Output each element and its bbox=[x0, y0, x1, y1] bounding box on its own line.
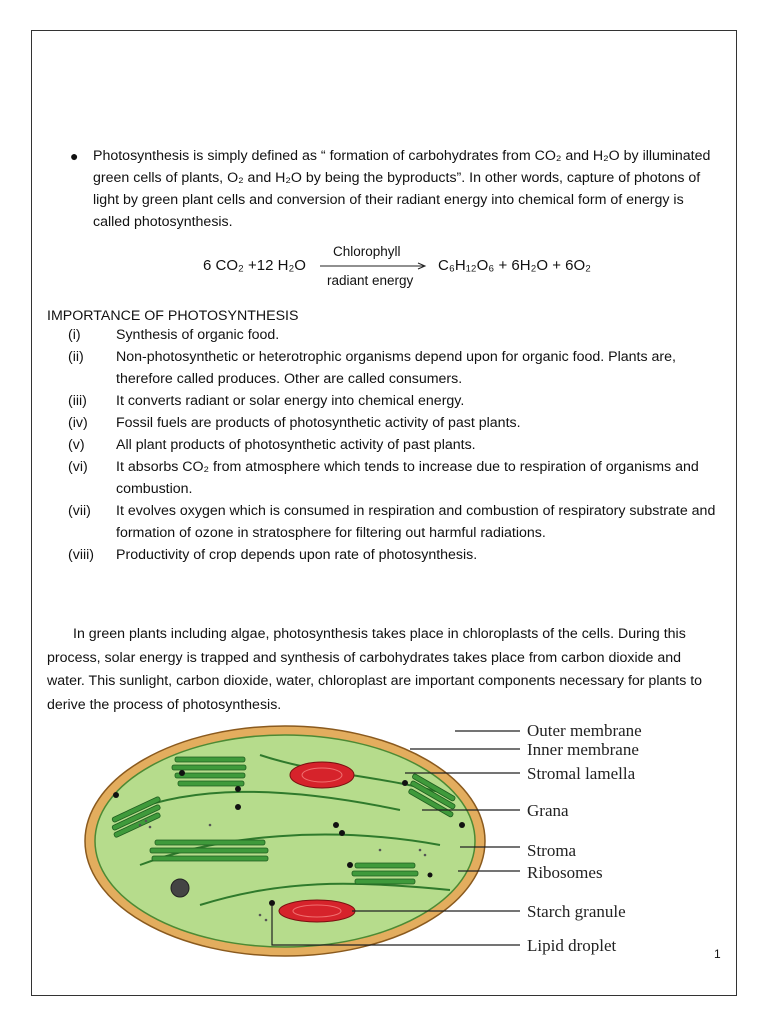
label-stromal-lamella: Stromal lamella bbox=[527, 764, 636, 783]
label-starch-granule: Starch granule bbox=[527, 902, 626, 921]
label-ribosomes: Ribosomes bbox=[527, 863, 603, 882]
list-item-text: Synthesis of organic food. bbox=[116, 327, 280, 343]
list-item-number: (v) bbox=[68, 437, 85, 453]
list-item-text: Non-photosynthetic or heterotrophic organisms depend upon for organic food. Plants are, therefore called produces. Other are called consumers. bbox=[116, 349, 676, 387]
list-item-number: (vi) bbox=[68, 459, 88, 475]
definition-bullet bbox=[70, 145, 720, 233]
list-item-number: (ii) bbox=[68, 349, 84, 365]
list-item-number: (vii) bbox=[68, 503, 91, 519]
importance-list bbox=[68, 324, 728, 566]
label-outer-membrane: Outer membrane bbox=[527, 721, 642, 740]
equation-catalyst: Chlorophyll bbox=[333, 244, 401, 259]
list-item-number: (iii) bbox=[68, 393, 87, 409]
photosynthesis-equation bbox=[203, 244, 623, 292]
list-item-number: (iv) bbox=[68, 415, 88, 431]
label-lipid-droplet: Lipid droplet bbox=[527, 936, 617, 955]
equation-condition: radiant energy bbox=[327, 273, 414, 288]
list-item bbox=[68, 390, 728, 412]
page-number: 1 bbox=[714, 947, 721, 961]
list-item-text: Fossil fuels are products of photosynthetic activity of past plants. bbox=[116, 415, 521, 431]
chloroplast-diagram bbox=[80, 715, 680, 965]
label-grana: Grana bbox=[527, 801, 569, 820]
reaction-arrow-icon bbox=[320, 262, 428, 270]
list-item-text: All plant products of photosynthetic activity of past plants. bbox=[116, 437, 476, 453]
list-item bbox=[68, 544, 728, 566]
list-item bbox=[68, 500, 728, 544]
importance-heading: IMPORTANCE OF PHOTOSYNTHESIS bbox=[47, 308, 299, 324]
list-item-text: It absorbs CO₂ from atmosphere which tends to increase due to respiration of organisms and combustion. bbox=[116, 459, 699, 497]
list-item bbox=[68, 346, 728, 390]
equation-reactants: 6 CO₂ +12 H₂O bbox=[203, 257, 306, 274]
list-item-text: It converts radiant or solar energy into chemical energy. bbox=[116, 393, 465, 409]
bullet-icon: ● bbox=[70, 148, 79, 164]
equation-products: C₆H₁₂O₆ + 6H₂O + 6O₂ bbox=[438, 257, 592, 274]
label-stroma: Stroma bbox=[527, 841, 577, 860]
list-item bbox=[68, 434, 728, 456]
list-item-text: Productivity of crop depends upon rate of photosynthesis. bbox=[116, 547, 478, 563]
list-item bbox=[68, 324, 728, 346]
definition-text: Photosynthesis is simply defined as “ formation of carbohydrates from CO₂ and H₂O by illuminated green cells of plants, O₂ and H₂O by being the byproducts”. In other words, capture of photons of light by green plant cells and conversion of their radiant energy into chemical form of energy is called photosynthesis. bbox=[93, 148, 711, 230]
list-item-number: (viii) bbox=[68, 547, 94, 563]
dna-nucleoid bbox=[171, 879, 189, 897]
list-item-text: It evolves oxygen which is consumed in respiration and combustion of respiratory substrate and formation of ozone in stratosphere for filtering out harmful radiations. bbox=[116, 503, 716, 541]
list-item-number: (i) bbox=[68, 327, 81, 343]
label-inner-membrane: Inner membrane bbox=[527, 740, 639, 759]
list-item bbox=[68, 456, 728, 500]
list-item bbox=[68, 412, 728, 434]
chloroplast-paragraph bbox=[47, 623, 712, 717]
paragraph-text: In green plants including algae, photosynthesis takes place in chloroplasts of the cells. During this process, solar energy is trapped and synthesis of carbohydrates takes place from carbon dioxide and water. This sunlight, carbon dioxide, water, chloroplast are important components necessary for plants to derive the process of photosynthesis. bbox=[47, 626, 703, 713]
